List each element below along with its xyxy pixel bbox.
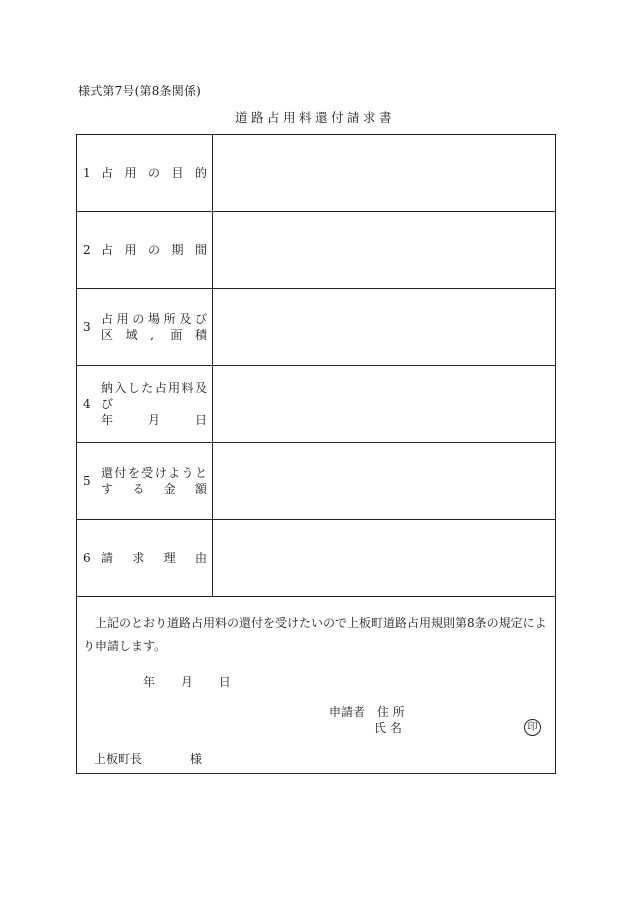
field-label-cell xyxy=(77,520,213,596)
field-label-cell xyxy=(77,443,213,519)
field-value-refund-amount[interactable] xyxy=(213,443,555,519)
field-label-line: する金額 xyxy=(101,482,207,496)
form-code: 様式第7号(第8条関係) xyxy=(78,84,202,98)
form-table xyxy=(76,134,556,774)
addressee-line xyxy=(94,750,202,767)
field-label-line: 年月日 xyxy=(101,413,207,427)
field-label xyxy=(101,550,207,566)
seal-mark: 印 xyxy=(524,719,541,736)
field-label-line: 占用の場所及び xyxy=(101,312,207,326)
field-label-line: 占用の期間 xyxy=(101,243,207,257)
field-label xyxy=(101,311,207,343)
document-title: 道路占用料還付請求書 xyxy=(234,110,395,125)
name-label: 氏 名 xyxy=(374,721,402,735)
field-number: 3 xyxy=(83,320,91,334)
field-row-reason xyxy=(77,520,555,597)
field-number: 5 xyxy=(83,474,91,488)
address-label: 住 所 xyxy=(376,705,405,719)
date-line xyxy=(143,673,231,690)
field-label-cell xyxy=(77,289,213,365)
field-value-reason[interactable] xyxy=(213,520,555,596)
field-label-cell xyxy=(77,366,213,442)
field-label-cell xyxy=(77,212,213,288)
field-row-period xyxy=(77,212,555,289)
field-number: 4 xyxy=(83,397,91,411)
field-row-refund-amount xyxy=(77,443,555,520)
field-label xyxy=(101,380,207,428)
field-value-location[interactable] xyxy=(213,289,555,365)
field-label xyxy=(101,165,207,181)
date-year-label: 年 xyxy=(143,675,156,689)
field-row-purpose xyxy=(77,135,555,212)
field-row-location xyxy=(77,289,555,366)
addressee-honorific: 様 xyxy=(189,752,202,766)
field-label-cell xyxy=(77,135,213,211)
applicant-address-line xyxy=(329,703,405,720)
declaration-text: 上記のとおり道路占用料の還付を受けたいので上板町道路占用規則第8条の規定により申請します。 xyxy=(83,616,547,653)
field-value-paid-fee[interactable] xyxy=(213,366,555,442)
field-value-purpose[interactable] xyxy=(213,135,555,211)
addressee-name: 上板町長 xyxy=(94,752,143,766)
field-label-line: 請求理由 xyxy=(101,551,207,565)
field-number: 1 xyxy=(83,166,91,180)
date-month-label: 月 xyxy=(180,675,193,689)
field-row-paid-fee xyxy=(77,366,555,443)
applicant-label: 申請者 xyxy=(329,705,366,719)
date-day-label: 日 xyxy=(218,675,231,689)
field-label-line: 納入した占用料及び xyxy=(101,381,207,411)
field-value-period[interactable] xyxy=(213,212,555,288)
field-label-line: 区域, 面積 xyxy=(101,328,207,342)
field-number: 6 xyxy=(83,551,91,565)
field-number: 2 xyxy=(83,243,91,257)
field-label-line: 占用の目的 xyxy=(101,166,207,180)
field-label xyxy=(101,242,207,258)
field-label xyxy=(101,465,207,497)
field-label-line: 還付を受けようと xyxy=(101,466,207,480)
